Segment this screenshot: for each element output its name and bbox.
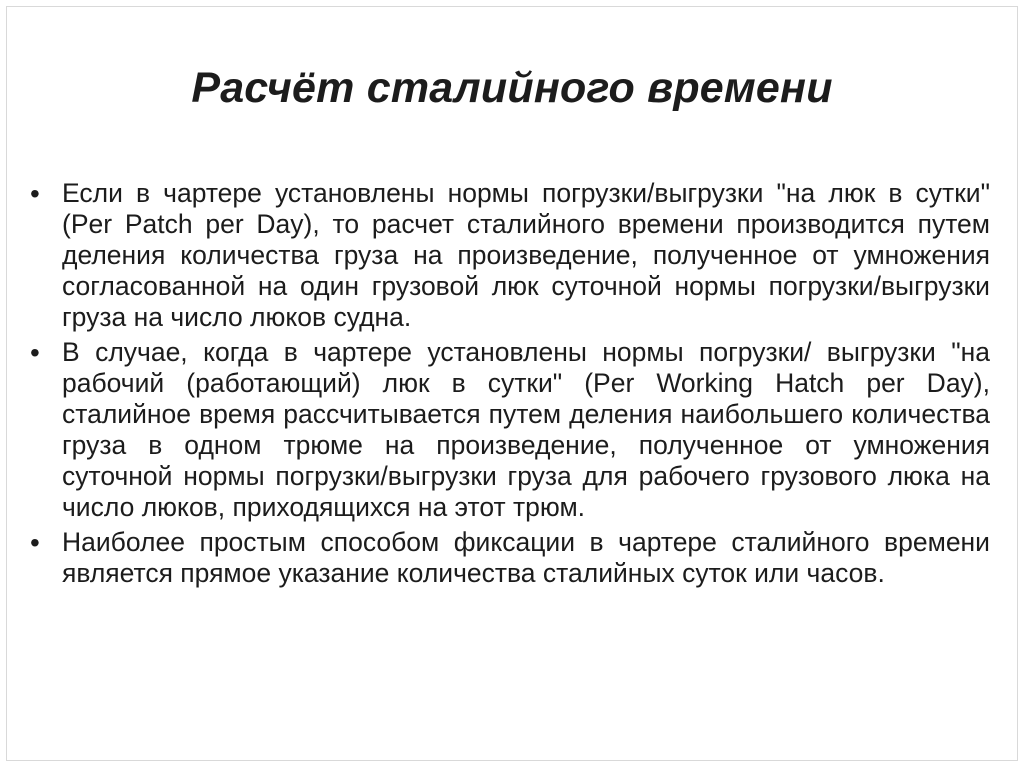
- bullet-marker: •: [30, 178, 40, 209]
- bullet-marker: •: [30, 337, 40, 368]
- bullet-text: Если в чартере установлены нормы погрузки/выгрузки "на люк в сутки" (Per Patch per Day), то расчет сталийного времени производится путем деления количества груза на произведение, полученное от умножения согласованной на один грузовой люк суточной нормы погрузки/выгрузки груза на число люков судна.: [62, 178, 990, 332]
- bullet-marker: •: [30, 527, 40, 558]
- bullet-text: Наиболее простым способом фиксации в чартере сталийного времени является прямое указание количества сталийных суток или часов.: [62, 527, 990, 588]
- bullet-list: [30, 178, 990, 593]
- bullet-text: В случае, когда в чартере установлены нормы погрузки/ выгрузки "на рабочий (работающий) люк в сутки" (Per Working Hatch per Day), сталийное время рассчитывается путем деления наибольшего количества груза в одном трюме на произведение, полученное от умножения суточной нормы погрузки/выгрузки груза для рабочего грузового люка на число люков, приходящихся на этот трюм.: [62, 337, 990, 522]
- slide-title: Расчёт сталийного времени: [191, 64, 833, 112]
- bullet-item: [30, 178, 990, 333]
- bullet-item: [30, 337, 990, 523]
- bullet-item: [30, 527, 990, 589]
